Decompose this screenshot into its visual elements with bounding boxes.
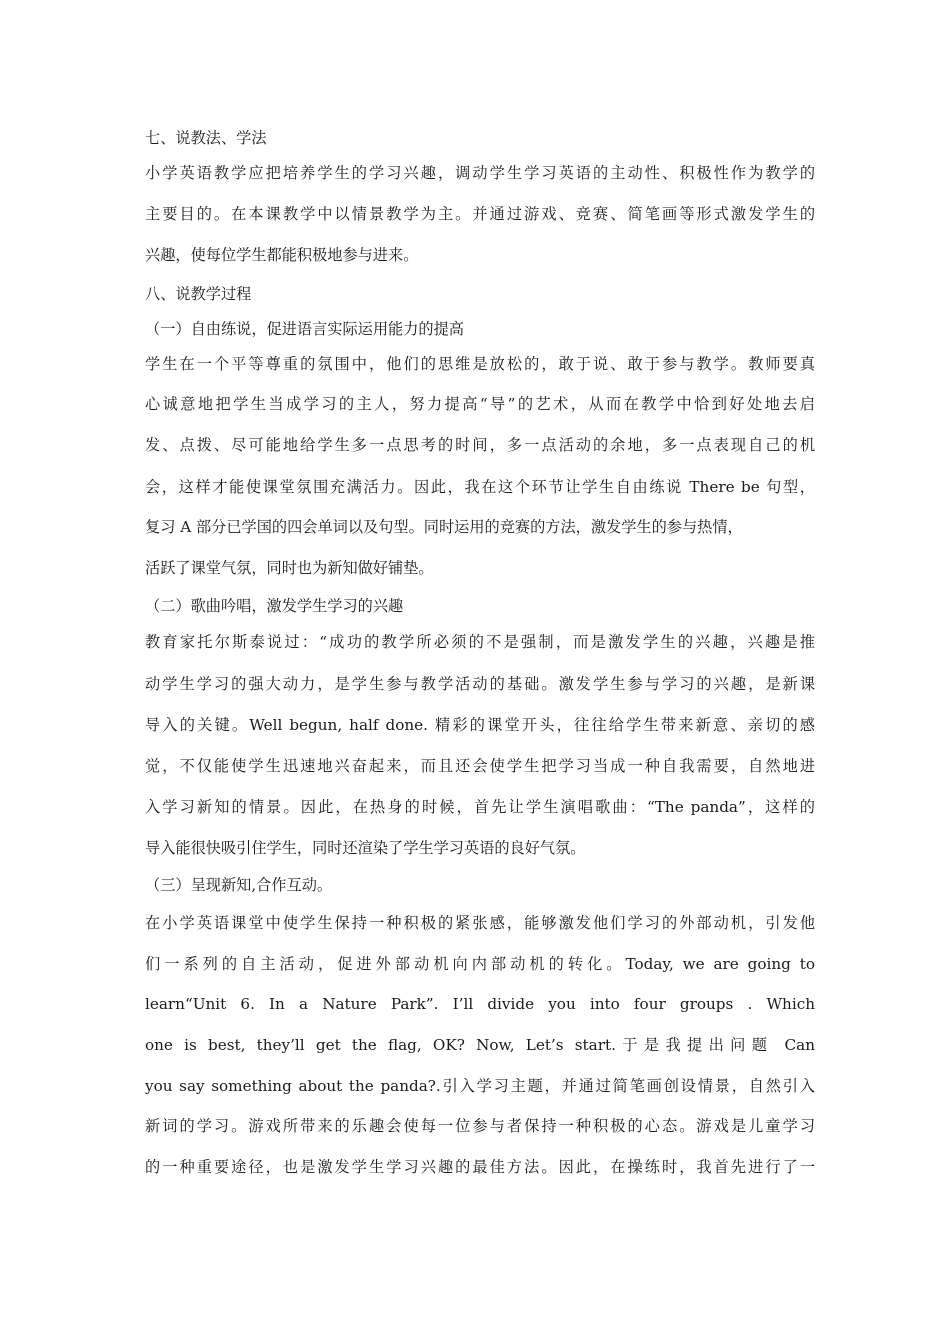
text-line: 动学生学习的强大动力，是学生参与教学活动的基础。激发学生参与学习的兴趣，是新课: [145, 675, 815, 693]
text-line: 导入能很快吸引住学生，同时还渲染了学生学习英语的良好气氛。: [145, 839, 586, 857]
text-line: 新词的学习。游戏所带来的乐趣会使每一位参与者保持一种积极的心态。游戏是儿童学习: [145, 1117, 815, 1135]
text-line: one is best, they’ll get the flag, OK? Now, Let’s start.于是我提出问题 Can: [145, 1036, 815, 1054]
text-line: 教育家托尔斯泰说过：“成功的教学所必须的不是强制，而是激发学生的兴趣，兴趣是推: [145, 633, 815, 651]
text-line: 八、说教学过程: [145, 285, 252, 303]
text-line: you say something about the panda?.引入学习主题，并通过简笔画创设情景，自然引入: [145, 1077, 815, 1095]
text-line: 兴趣，使每位学生都能积极地参与进来。: [145, 246, 419, 264]
text-line: 入学习新知的情景。因此，在热身的时候，首先让学生演唱歌曲：“The panda”，这样的: [145, 798, 815, 816]
text-line: 活跃了课堂气氛，同时也为新知做好铺垫。: [145, 559, 434, 577]
text-line: 七、说教法、学法: [145, 129, 267, 147]
document-page: [145, 0, 815, 1344]
text-line: （二）歌曲吟唱，激发学生学习的兴趣: [145, 597, 404, 615]
text-line: 小学英语教学应把培养学生的学习兴趣，调动学生学习英语的主动性、积极性作为教学的: [145, 164, 815, 182]
text-line: 的一种重要途径，也是激发学生学习兴趣的最佳方法。因此，在操练时，我首先进行了一: [145, 1158, 815, 1176]
text-line: 学生在一个平等尊重的氛围中，他们的思维是放松的，敢于说、敢于参与教学。教师要真: [145, 355, 815, 373]
text-line: 导入的关键。Well begun, half done. 精彩的课堂开头，往往给学生带来新意、亲切的感: [145, 716, 815, 734]
text-line: （三）呈现新知,合作互动。: [145, 876, 333, 894]
text-line: 会，这样才能使课堂氛围充满活力。因此，我在这个环节让学生自由练说 There be 句型，: [145, 478, 815, 496]
text-line: 心诚意地把学生当成学习的主人，努力提高“导”的艺术，从而在教学中恰到好处地去启: [145, 395, 815, 413]
text-line: 觉，不仅能使学生迅速地兴奋起来，而且还会使学生把学习当成一种自我需要，自然地进: [145, 757, 815, 775]
text-line: 们一系列的自主活动，促进外部动机向内部动机的转化。Today, we are going to: [145, 955, 815, 973]
text-line: （一）自由练说，促进语言实际运用能力的提高: [145, 320, 464, 338]
text-line: 发、点拨、尽可能地给学生多一点思考的时间，多一点活动的余地，多一点表现自己的机: [145, 436, 815, 454]
text-line: 主要目的。在本课教学中以情景教学为主。并通过游戏、竞赛、简笔画等形式激发学生的: [145, 205, 815, 223]
text-line: 在小学英语课堂中使学生保持一种积极的紧张感，能够激发他们学习的外部动机，引发他: [145, 914, 815, 932]
text-line: 复习 A 部分已学国的四会单词以及句型。同时运用的竞赛的方法，激发学生的参与热情，: [145, 518, 743, 536]
text-line: learn“Unit 6. In a Nature Park”. I’ll divide you into four groups . Which: [145, 995, 815, 1013]
